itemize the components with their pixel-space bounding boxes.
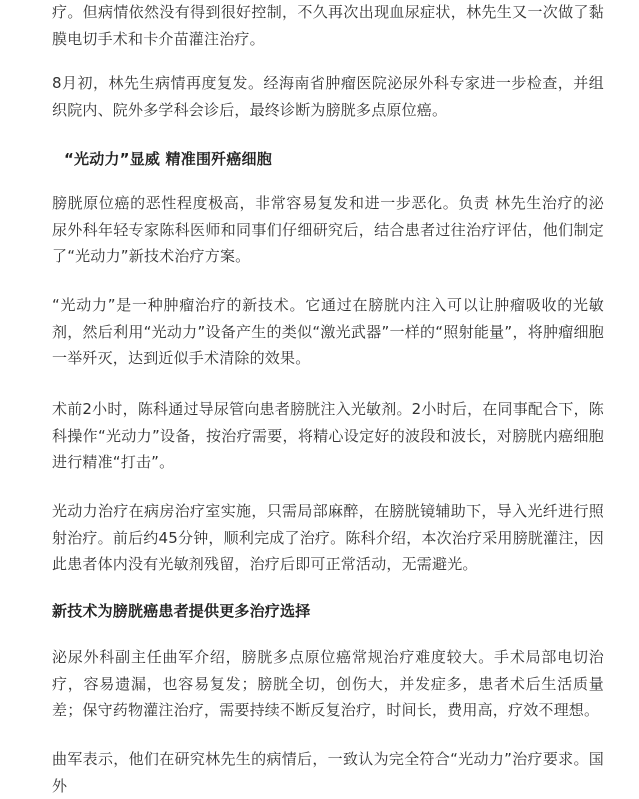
section-heading-photodynamic: “光动力”显威 精准围歼癌细胞 [64,150,272,168]
paragraph-treatment-continued: 疗。但病情依然没有得到很好控制，不久再次出现血尿症状，林先生又一次做了黏膜电切手术和卡介苗灌注治疗。 [52,3,604,48]
paragraph-conventional-difficulty: 泌尿外科副主任曲军介绍，膀胱多点原位癌常规治疗难度较大。手术局部电切治疗，容易遗漏，也容易复发；膀胱全切，创伤大，并发症多，患者术后生活质量差；保守药物灌注治疗，需要持续不断反复治疗，时间长，费用高，疗效不理想。 [52,648,604,719]
paragraph-ward-treatment: 光动力治疗在病房治疗室实施，只需局部麻醉，在膀胱镜辅助下，导入光纤进行照射治疗。前后约45分钟，顺利完成了治疗。陈科介绍，本次治疗采用膀胱灌注，因此患者体内没有光敏剂残留，治疗后即可正常活动，无需避光。 [52,502,604,573]
paragraph-qujun-conclusion: 曲军表示，他们在研究林先生的病情后，一致认为完全符合“光动力”治疗要求。国外 [52,750,604,795]
paragraph-relapse-diagnosis: 8月初，林先生病情再度复发。经海南省肿瘤医院泌尿外科专家进一步检查，并组织院内、院外多学科会诊后，最终诊断为膀胱多点原位癌。 [52,74,604,119]
paragraph-treatment-plan: 膀胱原位癌的恶性程度极高，非常容易复发和进一步恶化。负责 林先生治疗的泌尿外科年轻专家陈科医师和同事们仔细研究后，结合患者过往治疗评估，他们制定了“光动力”新技术治疗方案。 [52,194,604,265]
section-heading-new-options: 新技术为膀胱癌患者提供更多治疗选择 [52,602,311,620]
paragraph-photodynamic-explanation: “光动力”是一种肿瘤治疗的新技术。它通过在膀胱内注入可以让肿瘤吸收的光敏剂，然后利用“光动力”设备产生的类似“激光武器”一样的“照射能量”，将肿瘤细胞一举歼灭，达到近似手术清除的效果。 [52,296,604,367]
paragraph-procedure: 术前2小时，陈科通过导尿管向患者膀胱注入光敏剂。2小时后，在同事配合下，陈科操作“光动力”设备，按治疗需要，将精心设定好的波段和波长，对膀胱内癌细胞进行精准“打击”。 [52,400,604,471]
